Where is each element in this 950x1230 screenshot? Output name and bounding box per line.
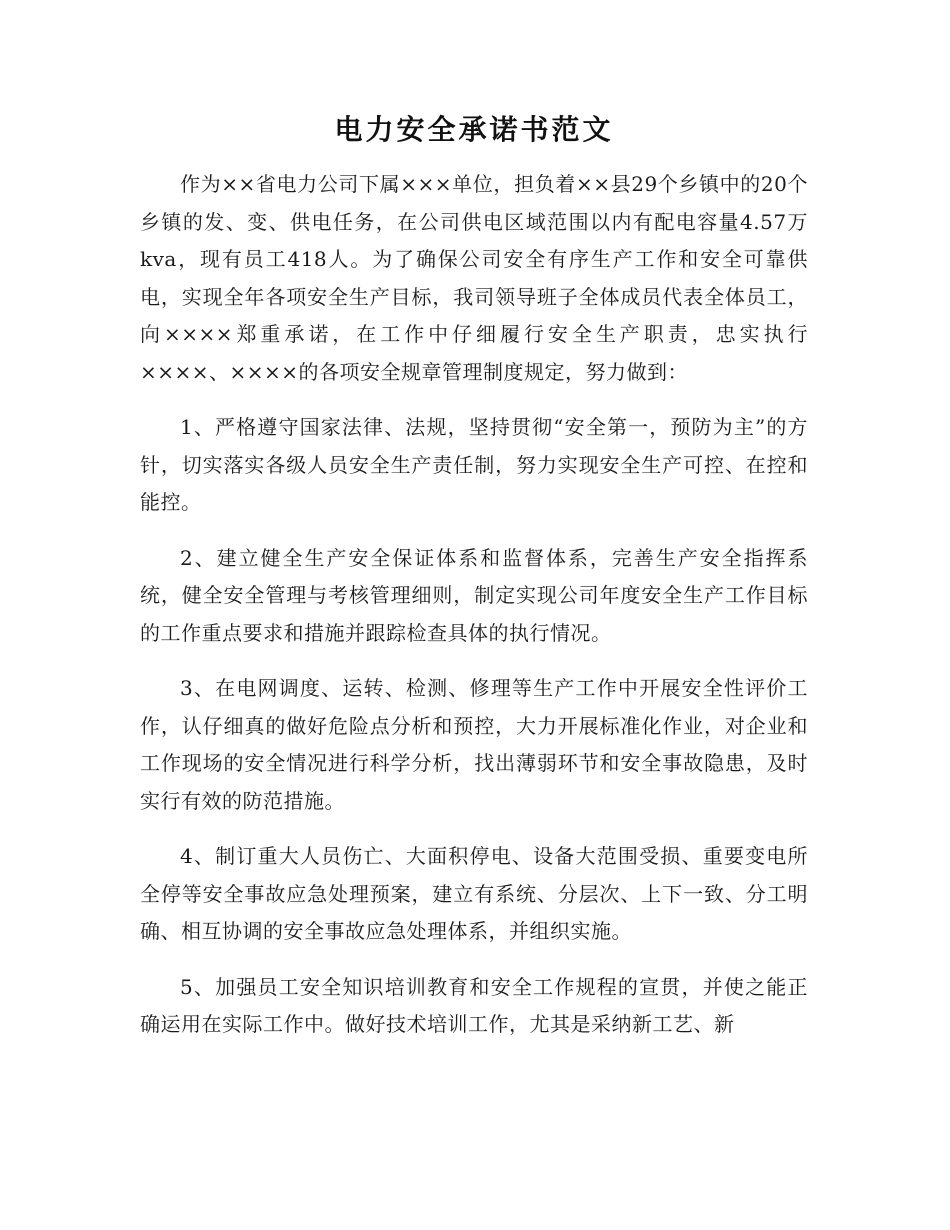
commitment-item-3: 3、在电网调度、运转、检测、修理等生产工作中开展安全性评价工作，认仔细真的做好危险点分析和预控，大力开展标准化作业，对企业和工作现场的安全情况进行科学分析，找出薄弱环节和安全事故隐患，及时实行有效的防范措施。 xyxy=(140,676,808,813)
intro-paragraph: 作为××省电力公司下属×××单位，担负着××县29个乡镇中的20个乡镇的发、变、供电任务，在公司供电区域范围以内有配电容量4.57万kva，现有员工418人。为了确保公司安全有序生产工作和安全可靠供电，实现全年各项安全生产目标，我司领导班子全体成员代表全体员工，向××××郑重承诺，在工作中仔细履行安全生产职责，忠实执行××××、××××的各项安全规章管理制度规定，努力做到： xyxy=(140,172,808,384)
document-title: 电力安全承诺书范文 xyxy=(334,113,614,146)
commitment-item-5: 5、加强员工安全知识培训教育和安全工作规程的宣贯，并使之能正确运用在实际工作中。做好技术培训工作，尤其是采纳新工艺、新 xyxy=(140,974,808,1036)
document-page xyxy=(140,108,808,1062)
commitment-item-4: 4、制订重大人员伤亡、大面积停电、设备大范围受损、重要变电所全停等安全事故应急处理预案，建立有系统、分层次、上下一致、分工明确、相互协调的安全事故应急处理体系，并组织实施。 xyxy=(140,844,808,943)
commitment-item-2: 2、建立健全生产安全保证体系和监督体系，完善生产安全指挥系统，健全安全管理与考核管理细则，制定实现公司年度安全生产工作目标的工作重点要求和措施并跟踪检查具体的执行情况。 xyxy=(140,545,808,645)
commitment-item-1: 1、严格遵守国家法律、法规，坚持贯彻“安全第一，预防为主”的方针，切实落实各级人员安全生产责任制，努力实现安全生产可控、在控和能控。 xyxy=(140,415,808,514)
